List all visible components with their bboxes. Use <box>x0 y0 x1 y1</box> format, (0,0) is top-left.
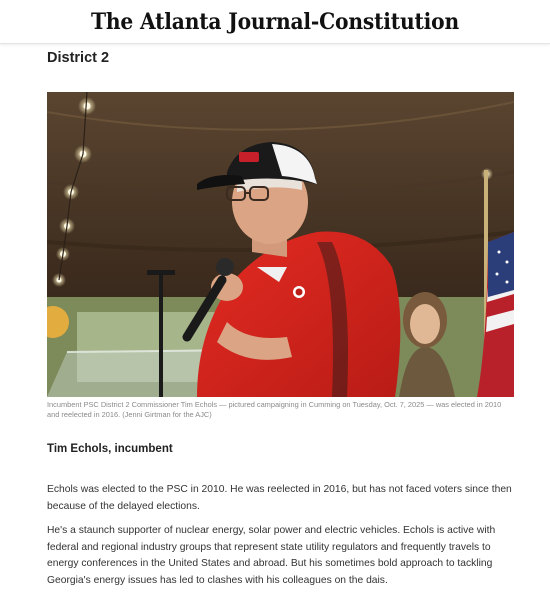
article-paragraph: He's a staunch supporter of nuclear energy, solar power and electric vehicles. Echols is active with federal and regional industry groups that represent state utility regulators and frequently travels to energy conferences in the United States and abroad. But his sometimes bold approach to tackling Georgia's energy issues has led to clashes with his colleagues on the dais. <box>47 525 496 586</box>
site-logo[interactable]: The Atlanta Journal-Constitution <box>91 8 459 35</box>
article-photo[interactable] <box>47 92 514 397</box>
candidate-heading: Tim Echols, incumbent <box>47 443 173 455</box>
masthead <box>0 0 550 44</box>
photo-illustration <box>47 92 514 397</box>
section-title: District 2 <box>47 50 110 66</box>
photo-caption: Incumbent PSC District 2 Commissioner Tim Echols — pictured campaigning in Cumming on Tuesday, Oct. 7, 2025 — was elected in 2010 and reelected in 2016. (Jenni Girtman for the AJC) <box>47 400 502 419</box>
article-paragraph: Echols was elected to the PSC in 2010. He was reelected in 2016, but has not faced voters since then because of the delayed elections. <box>47 484 512 512</box>
